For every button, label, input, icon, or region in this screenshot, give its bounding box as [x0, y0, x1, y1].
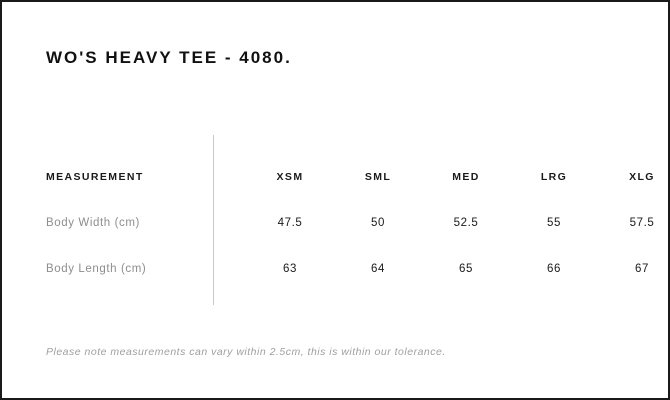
- column-header-measurement: MEASUREMENT: [46, 171, 144, 183]
- column-header-lrg: LRG: [540, 171, 568, 183]
- table-row: [46, 246, 670, 292]
- page-title: WO'S HEAVY TEE - 4080.: [46, 48, 292, 67]
- table-body: [46, 200, 670, 292]
- cell-body-length-xlg: 67: [635, 263, 649, 275]
- cell-body-width-lrg: 55: [547, 217, 561, 229]
- cell-body-length-med: 65: [459, 263, 473, 275]
- column-header-xsm: XSM: [276, 171, 304, 183]
- cell-body-width-med: 52.5: [453, 217, 479, 229]
- column-header-med: MED: [452, 171, 480, 183]
- cell-body-width-xlg: 57.5: [629, 217, 655, 229]
- content-area: [46, 2, 655, 398]
- table-header: [46, 154, 670, 200]
- tolerance-note: Please note measurements can vary within 2.5cm, this is within our tolerance.: [46, 346, 446, 358]
- cell-body-length-sml: 64: [371, 263, 385, 275]
- cell-body-length-xsm: 63: [283, 263, 297, 275]
- cell-body-length-lrg: 66: [547, 263, 561, 275]
- column-header-xlg: XLG: [629, 171, 655, 183]
- table-header-row: [46, 154, 670, 200]
- size-table: [46, 154, 670, 292]
- column-header-sml: SML: [364, 171, 392, 183]
- cell-body-width-sml: 50: [371, 217, 385, 229]
- row-label-body-length: Body Length (cm): [46, 263, 147, 275]
- size-table-wrapper: [46, 154, 655, 292]
- cell-body-width-xsm: 47.5: [277, 217, 303, 229]
- table-row: [46, 200, 670, 246]
- row-label-body-width: Body Width (cm): [46, 217, 140, 229]
